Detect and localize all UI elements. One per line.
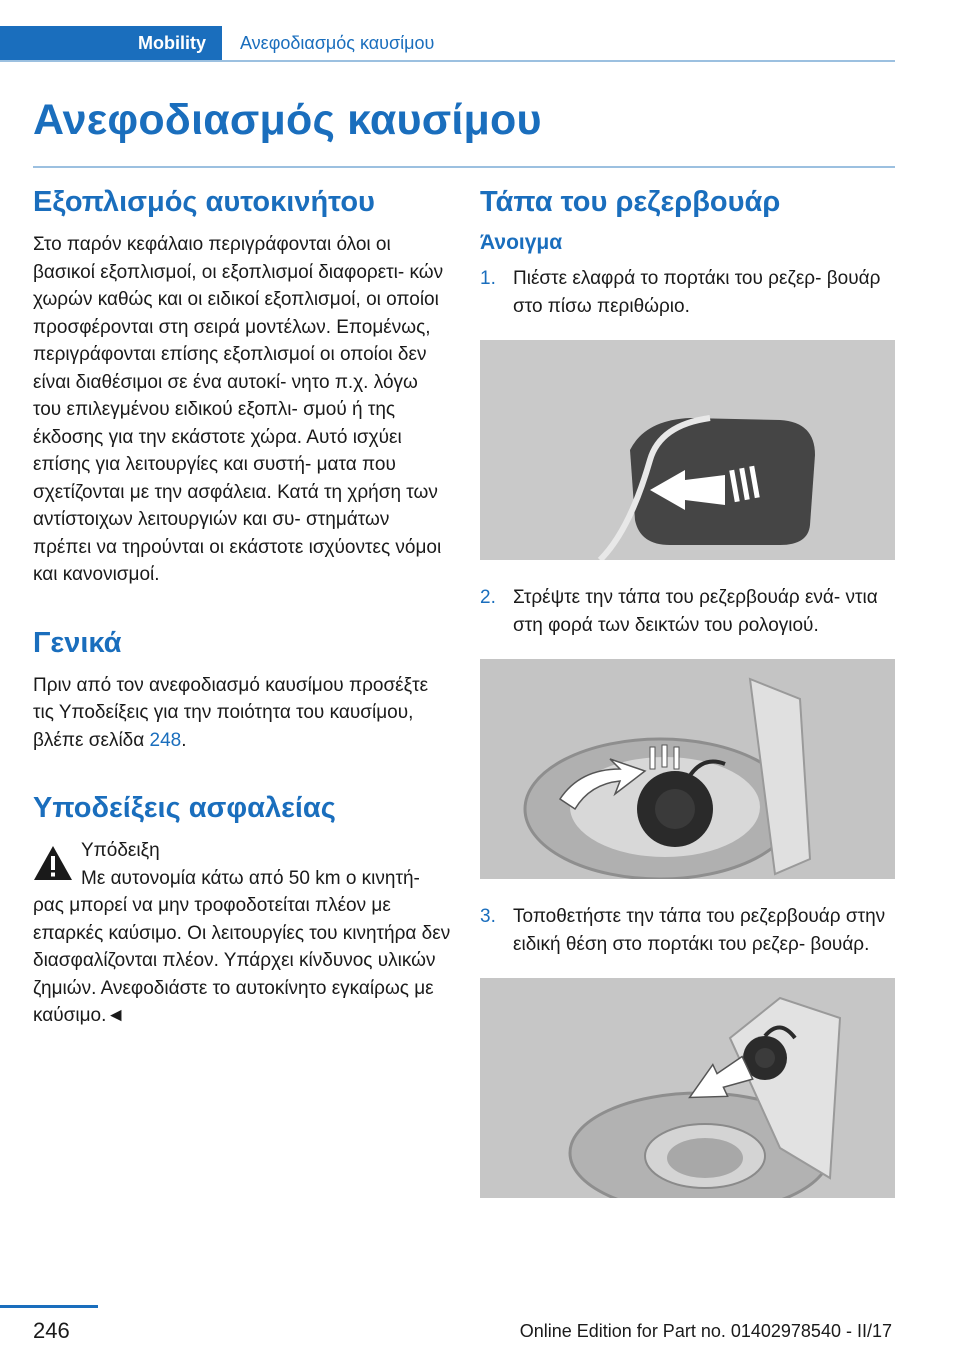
step-text: Τοποθετήστε την τάπα του ρεζερβουάρ στην ειδική θέση στο πορτάκι του ρεζερ- βουάρ. [513,906,886,955]
list-item [480,265,895,320]
fuel-flap-image [480,340,895,560]
step-text: Στρέψτε την τάπα του ρεζερβουάρ ενά- ντια στη φορά των δεικτών του ρολογιού. [513,587,878,636]
list-item [480,584,895,639]
page-reference-link[interactable]: 248 [149,729,182,751]
general-heading: Γενικά [33,626,122,659]
general-body-text: Πριν από τον ανεφοδιασμό καυσίμου προσέξτε τις Υποδείξεις για την ποιότητα του καυσίμου, βλέπε σελίδα [33,674,429,751]
step-number: 3. [480,906,496,927]
general-section [33,627,451,755]
step-text: Πιέστε ελαφρά το πορτάκι του ρεζερ- βουάρ στο πίσω περιθώριο. [513,268,881,317]
list-item [480,903,895,958]
step-number: 2. [480,587,496,608]
left-column [33,170,451,1030]
title-divider [33,166,895,168]
warning-body: ρας μπορεί να μην τροφοδοτείται πλέον με επαρκές καύσιμο. Οι λειτουργίες του κινητήρα δεν διασφαλίζονται πλέον. Υπάρχει κίνδυνος υλικών ζημιών. Ανεφοδιάστε το αυτοκίνητο εγκαίρως με καύσιμο.◄ [33,895,451,1026]
right-column [480,170,895,1222]
fuel-flap-illustration [480,340,895,560]
warning-title: Υπόδειξη [81,840,160,861]
page-number: 246 [33,1318,70,1343]
step-number: 1. [480,268,496,289]
header-divider [0,60,895,62]
opening-subheading: Άνοιγμα [480,231,563,254]
safety-section [33,792,451,1030]
fuel-cap-turn-illustration [480,659,895,879]
general-body-end: . [181,729,187,751]
footer-divider [0,1305,98,1308]
fuel-cap-holder-image [480,978,895,1198]
fuel-cap-heading: Τάπα του ρεζερβουάρ [480,186,781,218]
edition-info: Online Edition for Part no. 01402978540 - II/17 [519,1321,892,1341]
fuel-cap-holder-illustration [480,978,895,1198]
step-list-3 [480,903,895,958]
page-title: Ανεφοδιασμός καυσίμου [33,96,542,144]
fuel-cap-turn-image [480,659,895,879]
step-list [480,265,895,320]
warning-box [33,837,451,1030]
general-body [33,672,451,755]
tab-refueling[interactable]: Ανεφοδιασμός καυσίμου [240,32,435,53]
safety-heading: Υποδείξεις ασφαλείας [33,792,336,824]
equipment-heading: Εξοπλισμός αυτοκινήτου [33,186,375,218]
page-header [0,0,960,62]
warning-first-line: Με αυτονομία κάτω από 50 km ο κινητή- [81,867,420,889]
warning-triangle-icon [33,845,73,881]
tab-mobility[interactable]: Mobility [0,26,222,60]
step-list-2 [480,584,895,639]
equipment-body: Στο παρόν κεφάλαιο περιγράφονται όλοι οι βασικοί εξοπλισμοί, οι εξοπλισμοί διαφορετι- κών χωρών καθώς και οι ειδικοί εξοπλισμοί, οι οποίοι προσφέρονται στη σειρά μοντέλων. Επομένως, περιγράφονται επίσης εξοπλισμοί οι οποίοι δεν είναι διαθέσιμοι σε ένα αυτοκί- νητο π.χ. λόγω του επιλεγμένου ειδικού εξοπλι- σμού ή της έκδοσης για την εκάστοτε χώρα. Αυτό ισχύει επίσης για λειτουργίες και συστή- ματα που σχετίζονται με την ασφάλεια. Κατά τη χρήση των αντίστοιχων λειτουργιών και συ- στημάτων πρέπει να τηρούνται οι εκάστοτε ισχύοντες νόμοι και κανονισμοί. [33,234,444,585]
